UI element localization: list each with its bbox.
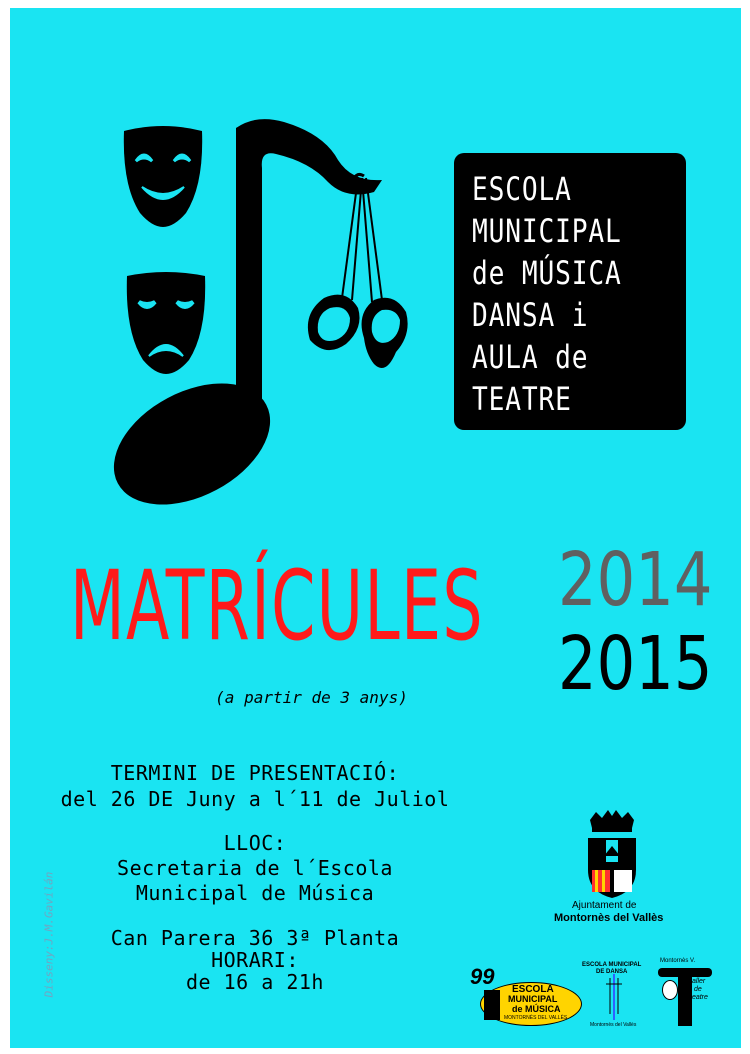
- ballet-shoes-icon: [302, 168, 412, 380]
- theatre-line-2: de: [694, 986, 702, 993]
- music-school-number: 99: [470, 964, 495, 989]
- place-line-1: Secretaria de l´Escola: [117, 856, 393, 880]
- hours-label: HORARI:: [211, 948, 299, 972]
- dancer-figure-icon: [602, 974, 626, 1022]
- coat-of-arms-icon: [582, 808, 642, 900]
- headline: MATRÍCULES: [70, 550, 484, 662]
- subtitle: (a partir de 3 anys): [215, 688, 408, 707]
- council-name-line-2: Montornès del Vallès: [554, 912, 664, 924]
- year-end: 2015: [558, 621, 713, 707]
- theatre-face: [662, 980, 678, 1000]
- year-start: 2014: [558, 537, 713, 623]
- council-name-line-1: Ajuntament de: [572, 900, 637, 911]
- place-label: LLOC:: [223, 831, 287, 855]
- address: Can Parera 36 3ª Planta: [110, 926, 400, 950]
- dance-school-line-1: ESCOLA MUNICIPAL: [582, 962, 642, 968]
- music-school-building: [484, 990, 500, 1020]
- deadline-label: TERMINI DE PRESENTACIÓ:: [110, 761, 400, 785]
- theatre-line-3: teatre: [690, 994, 708, 1001]
- theatre-top-text: Montornès V.: [660, 958, 696, 964]
- poster: [10, 8, 741, 1048]
- dance-school-line-2: DE DANSA: [596, 969, 628, 975]
- dance-school-logo: [582, 960, 652, 1030]
- place-line-2: Municipal de Música: [135, 881, 375, 905]
- title-line-3: de MÚSICA: [472, 254, 622, 292]
- dance-school-line-3: Montornès del Vallès: [590, 1022, 637, 1028]
- title-line-4: DANSA i: [472, 296, 589, 334]
- theatre-logo: [656, 958, 716, 1030]
- music-school-logo: [470, 964, 580, 1026]
- music-school-line-3: de MÚSICA: [512, 1004, 561, 1014]
- title-line-2: MUNICIPAL: [472, 212, 622, 250]
- music-school-line-4: MONTORNÈS DEL VALLÈS: [504, 1015, 568, 1021]
- theatre-line-1: aller: [692, 978, 706, 985]
- music-school-line-1: ESCOLA: [512, 984, 554, 995]
- title-line-1: ESCOLA: [472, 170, 572, 208]
- school-title-box: [454, 153, 686, 430]
- title-line-5: AULA de: [472, 338, 589, 376]
- music-school-line-2: MUNICIPAL: [508, 994, 558, 1004]
- title-line-6: TEATRE: [472, 380, 572, 418]
- deadline-value: del 26 DE Juny a l´11 de Juliol: [60, 787, 450, 811]
- design-credit: Disseny:J.M.Gavilán: [42, 871, 56, 998]
- hours-value: de 16 a 21h: [186, 970, 324, 994]
